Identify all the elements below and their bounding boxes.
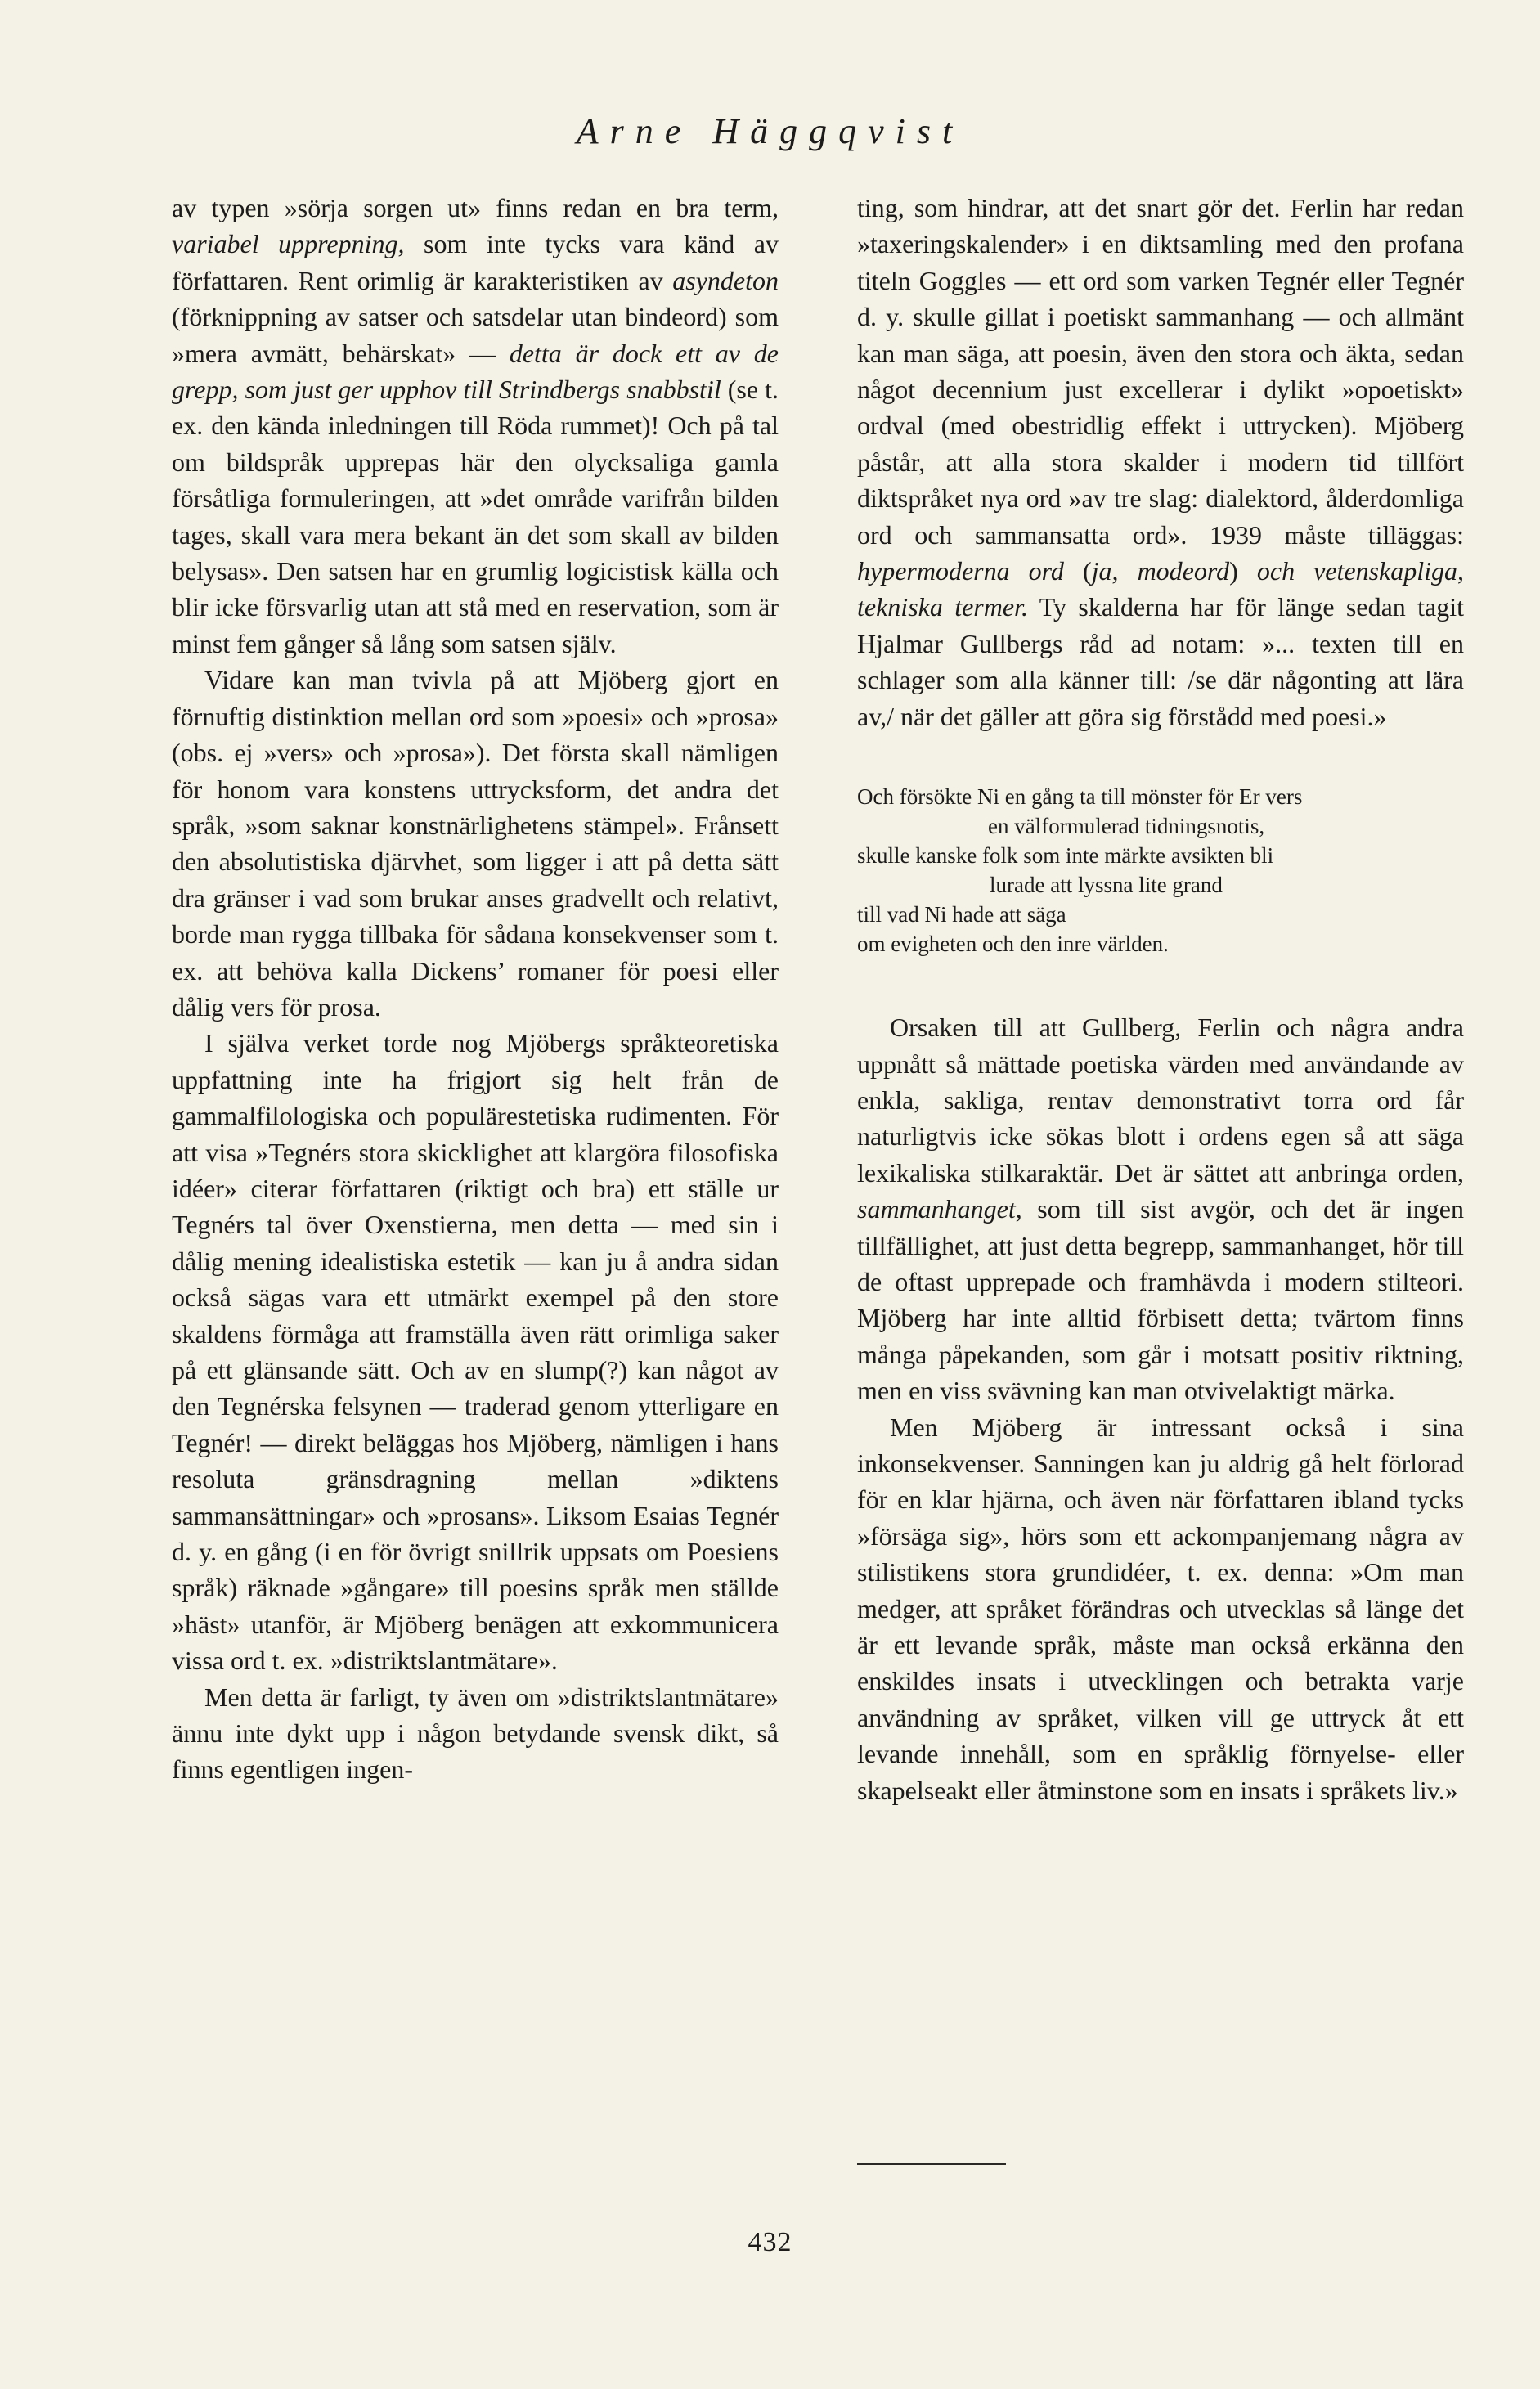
text-run: (förknippning av satser och satsdelar utan bindeord) som »mera avmätt, behärskat» — [172, 302, 779, 368]
text-run: Orsaken till att Gullberg, Ferlin och några andra uppnått så mättade poetiska värden med användande av enkla, sakliga, rentav demonstrativt torra ord får naturligtvis icke sökas blott i ordens egen så att säga lexikaliska stilkaraktär. Det är sättet att anbringa orden, [857, 1013, 1464, 1188]
poem-line: lurade att lyssna lite grand [990, 873, 1223, 898]
right-column [857, 190, 1464, 1808]
text-run: Ty skalderna har för länge sedan tagit Hjalmar Gullbergs råd ad notam: »... texten till en schlager som alla känner till: /se där någonting att lära av,/ när det gäller att göra sig förstådd med poesi.» [857, 592, 1465, 731]
running-head: Arne Häggqvist [576, 111, 964, 151]
page-number: 432 [748, 2227, 792, 2257]
text-run: Men Mjöberg är intressant också i sina inkonsekvenser. Sanningen kan ju aldrig gå helt förlorad för en klar hjärna, och även när författaren ibland tycks »försäga sig», hörs som ett ackompanjemang några av stilistikens stora grundidéer, t. ex. denna: »Om man medger, att språket förändras och utvecklas så länge det är ett levande språk, måste man också erkänna den enskildes insats i utvecklingen och betrakta varje användning av språket, vilken vill ge uttryck åt ett levande innehåll, som en språklig förnyelse- eller skapelseakt eller åtminstone som en insats i språkets liv.» [857, 1412, 1464, 1805]
paragraph [857, 190, 1464, 734]
right-column-top [857, 190, 1464, 734]
text-run: (se t. ex. den kända inledningen till Röda rummet)! Och på tal om bildspråk upprepas här den olycksaliga gamla försåtliga formuleringen, att »det område varifrån bilden tages, skall vara mera bekant än det som skall av bilden belysas». Den satsen har en grumlig logicistisk källa och blir icke försvarlig utan att stå med en reservation, som är minst fem gånger så lång som satsen själv. [172, 375, 779, 658]
poem-line: Och försökte Ni en gång ta till mönster för Er vers [857, 784, 1303, 810]
text-run: som till sist avgör, och det är ingen tillfällighet, att just detta begrepp, sammanhanget, hör till de oftast upprepade och framhävda i modern stilteori. Mjöberg har inte alltid förbisett detta; tvärtom finns många påpekanden, som går i motsatt positiv riktning, men en viss svävning kan man otvivelaktigt märka. [857, 1194, 1464, 1406]
italic-text: detta är dock ett av de grepp, som just ger upphov till Strindbergs snabbstil [172, 338, 779, 405]
right-column-bottom [857, 1009, 1464, 1808]
paragraph [172, 190, 779, 662]
footnote-rule [857, 2163, 1006, 2165]
italic-text: ja, modeord [1091, 556, 1230, 586]
paragraph [857, 1009, 1464, 1408]
poem-line: en välformulerad tidningsnotis, [988, 814, 1265, 839]
poem-quote [857, 782, 1464, 959]
italic-text: hypermoderna ord [857, 556, 1064, 586]
paragraph [172, 1679, 779, 1788]
italic-text: och vetenskapliga, tekniska termer. [857, 556, 1465, 622]
poem-line: skulle kanske folk som inte märkte avsikten bli [857, 843, 1274, 869]
poem-line: om evigheten och den inre världen. [857, 932, 1169, 957]
paragraph [172, 662, 779, 1025]
text-run: Vidare kan man tvivla på att Mjöberg gjort en förnuftig distinktion mellan ord som »poesi» och »prosa» (obs. ej »vers» och »prosa»). Det första skall nämligen för honom vara konstens uttrycksform, det andra det språk, »som saknar konstnärlighetens stämpel». Frånsett den absolutistiska djärvhet, som ligger i att på detta sätt dra gränser i vad som brukar anses gradvellt och relativt, borde man rygga tillbaka för sådana konsekvenser som t. ex. att behöva kalla Dickens’ romaner för poesi eller dålig vers för prosa. [172, 665, 779, 1022]
left-column [172, 190, 779, 1788]
text-run: som inte tycks vara känd av författaren. Rent orimlig är karakteristiken av [172, 229, 779, 295]
italic-text: sammanhanget, [857, 1194, 1022, 1224]
text-run: ting, som hindrar, att det snart gör det. Ferlin har redan »taxeringskalender» i en diktsamling med den profana titeln Goggles — ett ord som varken Tegnér eller Tegnér d. y. skulle gillat i poetiskt sammanhang — och allmänt kan man säga, att poesin, även den stora och äkta, sedan något decennium just excellerar i dylikt »opoetiskt» ordval (med obestridlig effekt i uttrycken). Mjöberg påstår, att alla stora skalder i modern tid tillfört diktspråket nya ord »av tre slag: dialektord, ålderdomliga ord och sammansatta ord». 1939 måste tilläggas: [857, 193, 1464, 550]
text-run: I själva verket torde nog Mjöbergs språkteoretiska uppfattning inte ha frigjort sig helt från de gammalfilologiska och populärestetiska rudimenten. För att visa »Tegnérs stora skicklighet att klargöra filosofiska idéer» citerar författaren (riktigt och bra) ett ställe ur Tegnérs tal över Oxenstierna, men detta — med sin i dålig mening idealistiska estetik — kan ju å andra sidan också sägas vara ett utmärkt exempel på den store skaldens förmåga att framställa även rätt orimliga saker på ett glänsande sätt. Och av en slump(?) kan något av den Tegnérska felsynen — traderad genom ytterligare en Tegnér! — direkt beläggas hos Mjöberg, nämligen i hans resoluta gränsdragning mellan »diktens sammansättningar» och »prosans». Liksom Esaias Tegnér d. y. en gång (i en för övrigt snillrik uppsats om Poesiens språk) räknade »gångare» till poesins språk men ställde »häst» utanför, är Mjöberg benägen att exkommunicera vissa ord t. ex. »distriktslantmätare». [172, 1028, 779, 1676]
paragraph [172, 1025, 779, 1678]
poem-line: till vad Ni hade att säga [857, 902, 1066, 927]
text-run: Men detta är farligt, ty även om »distriktslantmätare» ännu inte dykt upp i någon betydande svensk dikt, så finns egentligen ingen- [172, 1682, 779, 1785]
paragraph [857, 1409, 1464, 1808]
text-run: ) [1229, 556, 1257, 586]
text-run: av typen »sörja sorgen ut» finns redan en bra term, [172, 193, 779, 222]
text-run: ( [1063, 556, 1092, 586]
italic-text: asyndeton [672, 265, 779, 295]
italic-text: variabel upprepning, [172, 229, 405, 259]
